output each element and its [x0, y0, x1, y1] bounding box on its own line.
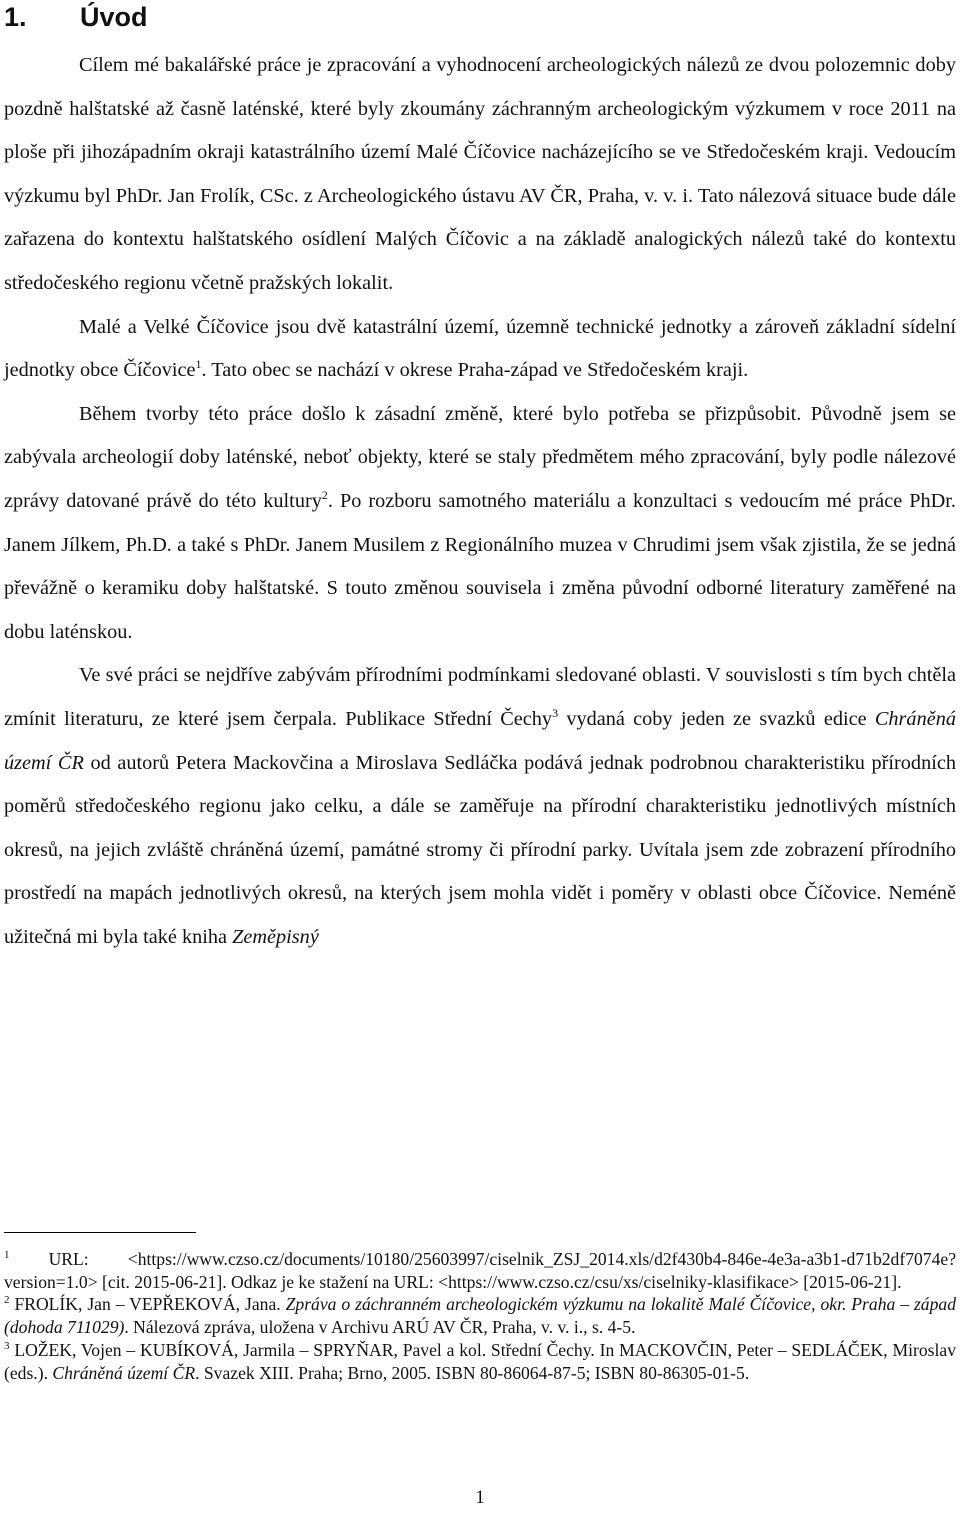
footnote-3-title: Chráněná území ČR	[52, 1362, 196, 1383]
edition-title: Chráněná území ČR	[4, 707, 956, 774]
footnote-2	[4, 1293, 956, 1338]
footnote-3-text: LOŽEK, Vojen – KUBÍKOVÁ, Jarmila – SPRYŇAR, Pavel a kol. Střední Čechy. In MACKOVČIN, Peter – SEDLÁČEK, Miroslav (eds.).	[4, 1339, 956, 1383]
footnote-3	[4, 1339, 956, 1384]
footnote-2-title: Zpráva o záchranném archeologickém výzkumu na lokalitě Malé Číčovice, okr. Praha – západ (dohoda 711029)	[4, 1294, 956, 1338]
paragraph-location-text: Malé a Velké Číčovice jsou dvě katastrální území, územně technické jednotky a zároveň základní sídelní jednotky obce Číčovice	[4, 315, 956, 382]
chapter-heading	[4, 2, 148, 33]
chapter-number: 1.	[4, 2, 27, 32]
book-title: Zeměpisný	[232, 925, 319, 948]
footnote-1-text: URL: <https://www.czso.cz/documents/10180/25603997/ciselnik_ZSJ_2014.xls/d2f430b4-846e-4e3a-a3b1-d71b2df7074e?version=1.0> [cit. 2015-06-21]. Odkaz je ke stažení na URL: <https://www.czso.cz/csu/xs/ciselniky-klasifikace> [2015-06-21].	[4, 1249, 956, 1292]
footnote-2-text: FROLÍK, Jan – VEPŘEKOVÁ, Jana.	[9, 1294, 286, 1315]
footnote-ref-2[interactable]: 2	[321, 488, 328, 503]
paragraph-intro	[4, 44, 956, 306]
paragraph-literature-text-3: od autorů Petera Mackovčina a Miroslava Sedláčka podává jednak podrobnou charakteristiku přírodních poměrů středočeského regionu jako celku, a dále se zaměřuje na přírodní charakteristiku jednotlivých místních okresů, na jejich zvláště chráněná území, památné stromy či přírodní parky. Uvítala jsem zde zobrazení přírodního prostředí na mapách jednotlivých okresů, na kterých jsem mohla vidět i poměry v oblasti obce Číčovice. Neméně užitečná mi byla také kniha	[4, 751, 956, 948]
footnote-2-text-end: . Nálezová zpráva, uložena v Archivu ARÚ AV ČR, Praha, v. v. i., s. 4-5.	[124, 1317, 636, 1338]
footnote-1-number: 1	[4, 1249, 10, 1262]
chapter-title: Úvod	[80, 2, 148, 32]
page-number: 1	[475, 1487, 485, 1508]
footnote-ref-1[interactable]: 1	[195, 357, 202, 372]
footnote-separator	[4, 1232, 196, 1233]
footnotes	[4, 1242, 956, 1384]
paragraph-location-text-end: . Tato obec se nachází v okrese Praha-západ ve Středočeském kraji.	[201, 359, 749, 382]
paragraph-literature-text: Ve své práci se nejdříve zabývám přírodními podmínkami sledované oblasti. V souvislosti s tím bych chtěla zmínit literaturu, ze které jsem čerpala. Publikace Střední Čechy	[4, 664, 956, 730]
paragraph-literature	[4, 654, 956, 959]
footnote-ref-3[interactable]: 3	[552, 706, 559, 721]
paragraph-change-text-end: . Po rozboru samotného materiálu a konzultaci s vedoucím mé práce PhDr. Janem Jílkem, Ph.D. a také s PhDr. Janem Musilem z Regionálního muzea v Chrudimi jsem však zjistila, že se jedná převážně o keramiku doby halštatské. S touto změnou souvisela i změna původní odborné literatury zaměřené na dobu laténskou.	[4, 489, 956, 643]
footnote-2-number: 2	[4, 1294, 10, 1307]
paragraph-literature-text-2: vydaná coby jeden ze svazků edice	[558, 707, 875, 730]
paragraph-location	[4, 306, 956, 393]
paragraph-change	[4, 393, 956, 655]
paragraph-intro-text: Cílem mé bakalářské práce je zpracování a vyhodnocení archeologických nálezů ze dvou polozemnic doby pozdně halštatské až časně laténské, které byly zkoumány záchranným archeologickým výzkumem v roce 2011 na ploše při jihozápadním okraji katastrálního území Malé Číčovice nacházejícího se ve Středočeském kraji. Vedoucím výzkumu byl PhDr. Jan Frolík, CSc. z Archeologického ústavu AV ČR, Praha, v. v. i. Tato nálezová situace bude dále zařazena do kontextu halštatského osídlení Malých Číčovic a na základě analogických nálezů také do kontextu středočeského regionu včetně pražských lokalit.	[4, 54, 956, 294]
footnote-1	[4, 1242, 956, 1293]
footnote-3-text-end: . Svazek XIII. Praha; Brno, 2005. ISBN 80-86064-87-5; ISBN 80-86305-01-5.	[195, 1362, 750, 1383]
footnote-3-number: 3	[4, 1339, 10, 1352]
paragraph-change-text: Během tvorby této práce došlo k zásadní změně, které bylo potřeba se přizpůsobit. Původně jsem se zabývala archeologií doby laténské, neboť objekty, které se staly předmětem mého zpracování, byly podle nálezové zprávy datované právě do této kultury	[4, 402, 956, 512]
body-text	[4, 44, 956, 959]
